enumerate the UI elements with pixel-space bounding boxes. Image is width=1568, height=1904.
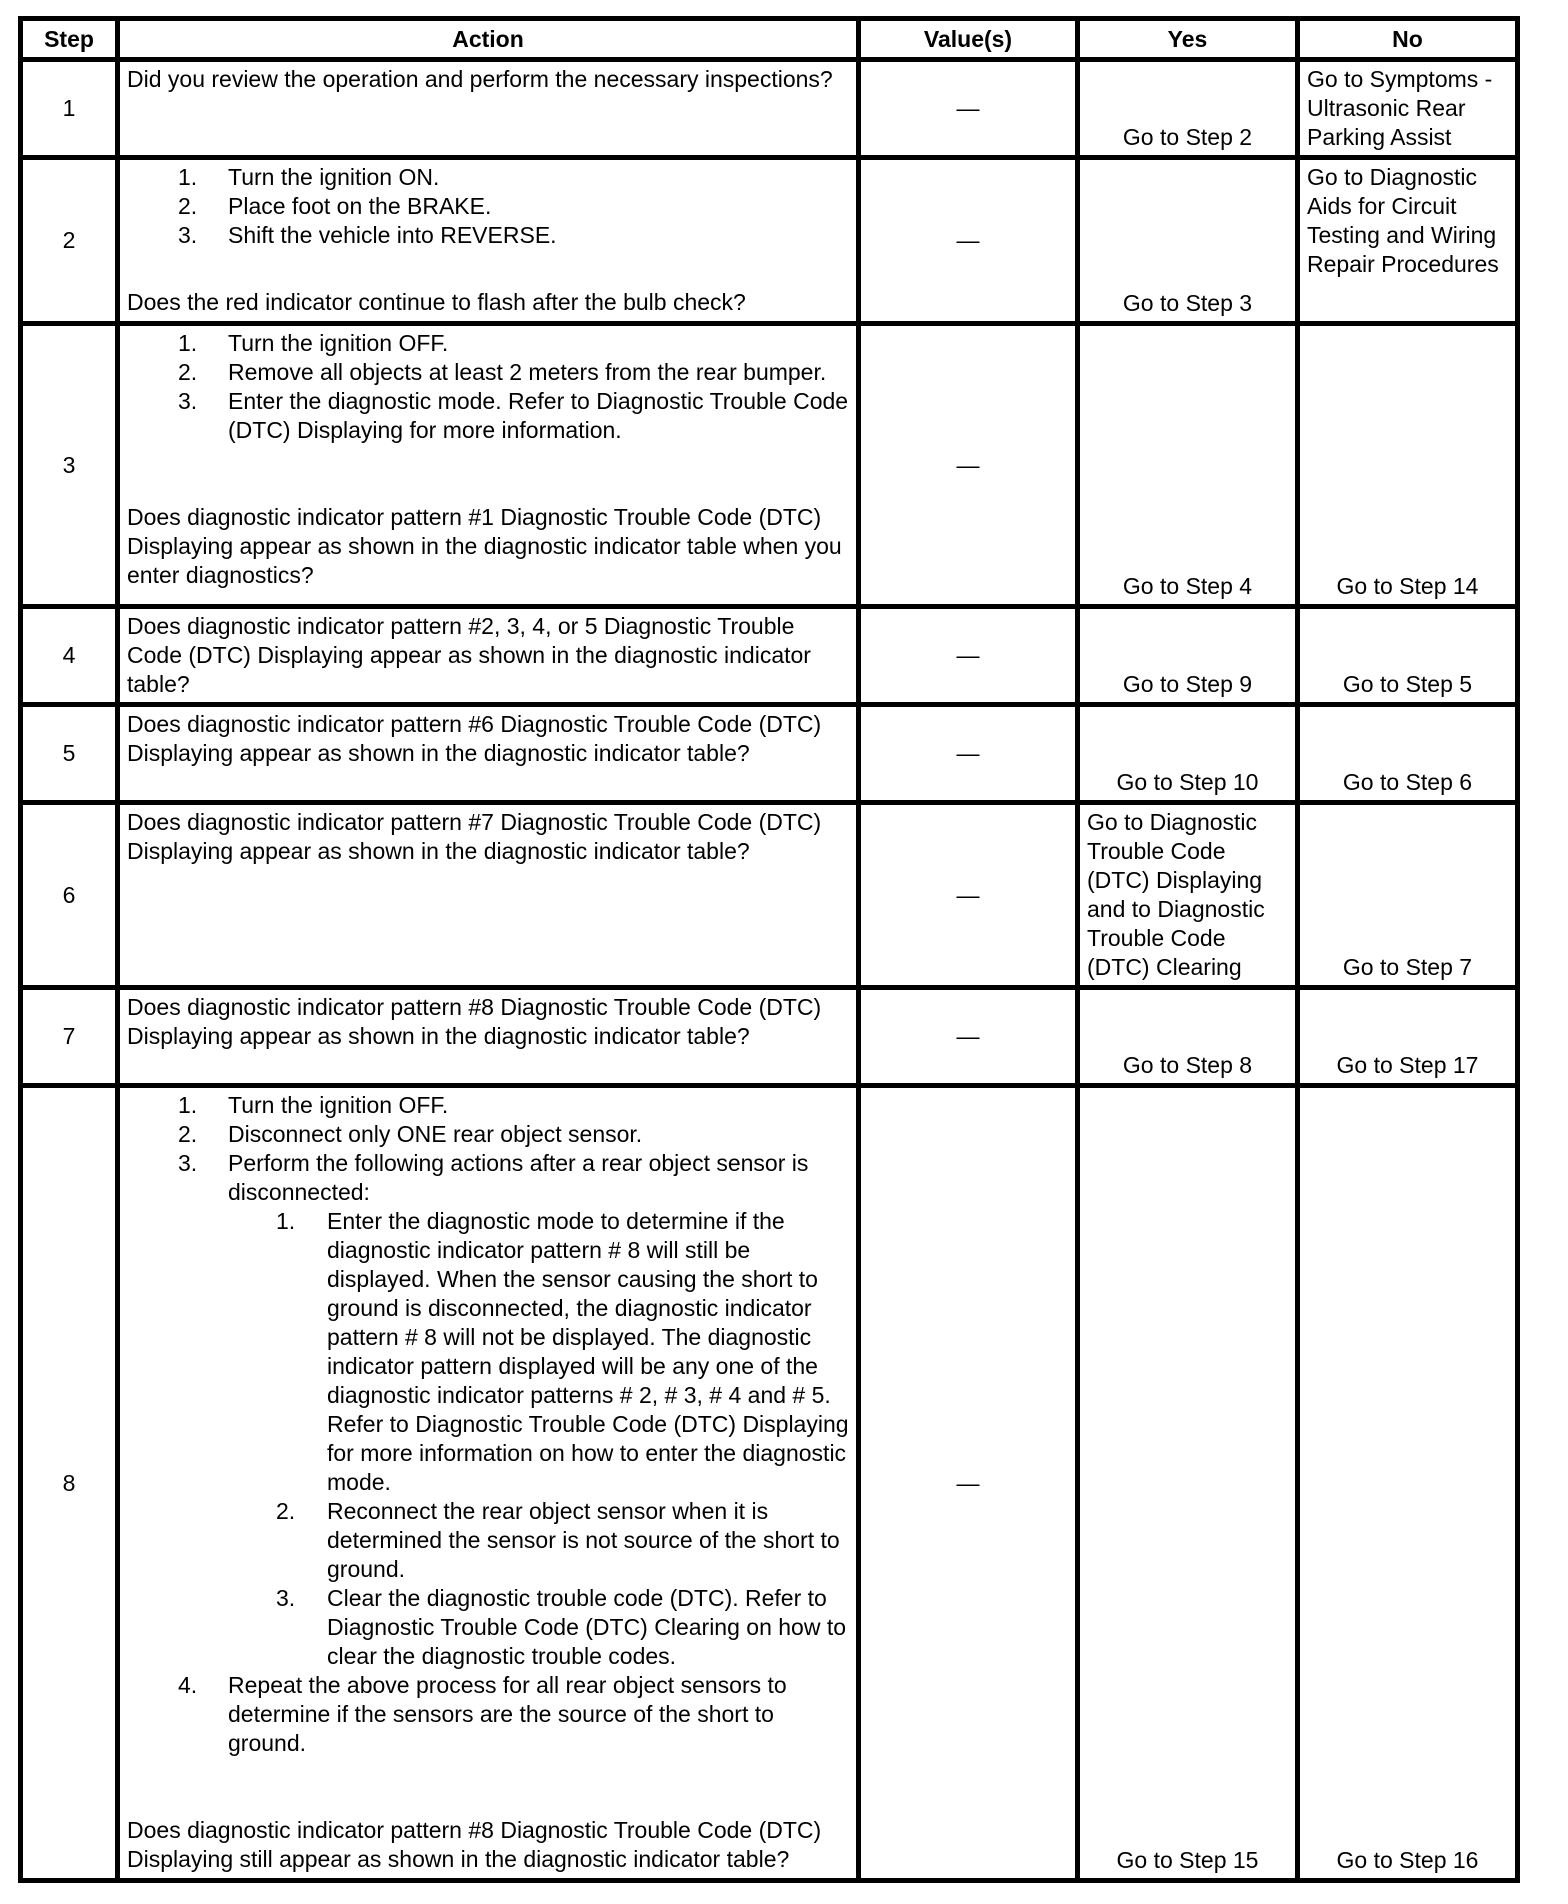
action-substep (127, 1497, 849, 1584)
table-row-step-8 (21, 1086, 1518, 1881)
action-substep (127, 1207, 849, 1497)
yes-link[interactable]: Go to Step 3 (1078, 158, 1298, 324)
action-step (127, 192, 849, 221)
value-cell: — (859, 158, 1078, 324)
value-cell: — (859, 1086, 1078, 1881)
header-action: Action (118, 19, 859, 60)
step-text: Disconnect only ONE rear object sensor. (228, 1121, 643, 1147)
substep-text: Enter the diagnostic mode to determine if the diagnostic indicator pattern # 8 will still be displayed. When the sensor causing the short to ground is disconnected, the diagnostic indicator pattern # 8 will not be displayed. The diagnostic indicator pattern displayed will be any one of the diagnostic indicator patterns # 2, # 3, # 4 and # 5. Refer to Diagnostic Trouble Code (DTC) Displaying for more information on how to enter the diagnostic mode. (327, 1208, 849, 1495)
step-index: 1. (178, 164, 198, 190)
no-link[interactable]: Go to Step 7 (1298, 803, 1518, 988)
action-cell (118, 1086, 859, 1881)
action-substep (127, 1584, 849, 1671)
header-no: No (1298, 19, 1518, 60)
header-row (21, 19, 1518, 60)
step-number: 3 (21, 324, 118, 607)
value-cell: — (859, 60, 1078, 158)
value-cell: — (859, 607, 1078, 705)
no-link[interactable]: Go to Step 14 (1298, 324, 1518, 607)
action-question: Does diagnostic indicator pattern #8 Diagnostic Trouble Code (DTC) Displaying still appear as shown in the diagnostic indicator table? (127, 1817, 822, 1872)
substep-index: 3. (276, 1585, 296, 1611)
step-number: 1 (21, 60, 118, 158)
spacer (127, 445, 849, 503)
action-question: Does diagnostic indicator pattern #2, 3, 4, or 5 Diagnostic Trouble Code (DTC) Displaying appear as shown in the diagnostic indicator table? (118, 607, 859, 705)
step-number: 7 (21, 988, 118, 1086)
step-number: 8 (21, 1086, 118, 1881)
action-cell (118, 158, 859, 324)
action-cell (118, 324, 859, 607)
table-row-step-6 (21, 803, 1518, 988)
step-number: 2 (21, 158, 118, 324)
value-cell: — (859, 988, 1078, 1086)
value-cell: — (859, 803, 1078, 988)
action-question: Does the red indicator continue to flash after the bulb check? (127, 289, 746, 315)
step-text: Place foot on the BRAKE. (228, 193, 492, 219)
step-index: 2. (178, 1121, 198, 1147)
header-step: Step (21, 19, 118, 60)
step-index: 3. (178, 222, 198, 248)
yes-link[interactable]: Go to Step 2 (1078, 60, 1298, 158)
yes-link[interactable]: Go to Step 15 (1078, 1086, 1298, 1881)
table-row-step-2 (21, 158, 1518, 324)
spacer (127, 250, 849, 288)
action-step (127, 1671, 849, 1758)
action-step (127, 163, 849, 192)
step-index: 2. (178, 359, 198, 385)
no-link[interactable]: Go to Step 6 (1298, 705, 1518, 803)
step-text: Shift the vehicle into REVERSE. (228, 222, 557, 248)
step-index: 2. (178, 193, 198, 219)
table-row-step-7 (21, 988, 1518, 1086)
substep-index: 1. (276, 1208, 296, 1234)
table-row-step-5 (21, 705, 1518, 803)
action-question: Does diagnostic indicator pattern #7 Diagnostic Trouble Code (DTC) Displaying appear as shown in the diagnostic indicator table? (118, 803, 859, 988)
yes-link[interactable]: Go to Diagnostic Trouble Code (DTC) Displaying and to Diagnostic Trouble Code (DTC) Clearing (1078, 803, 1298, 988)
action-question: Did you review the operation and perform the necessary inspections? (118, 60, 859, 158)
action-step (127, 329, 849, 358)
action-step (127, 221, 849, 250)
substep-text: Clear the diagnostic trouble code (DTC). Refer to Diagnostic Trouble Code (DTC) Clearing on how to clear the diagnostic trouble codes. (327, 1585, 847, 1669)
step-number: 5 (21, 705, 118, 803)
step-text: Turn the ignition OFF. (228, 330, 449, 356)
action-question: Does diagnostic indicator pattern #6 Diagnostic Trouble Code (DTC) Displaying appear as shown in the diagnostic indicator table? (118, 705, 859, 803)
no-link[interactable]: Go to Symptoms - Ultrasonic Rear Parking Assist (1298, 60, 1518, 158)
substep-text: Reconnect the rear object sensor when it is determined the sensor is not source of the short to ground. (327, 1498, 840, 1582)
step-number: 4 (21, 607, 118, 705)
header-values: Value(s) (859, 19, 1078, 60)
yes-link[interactable]: Go to Step 8 (1078, 988, 1298, 1086)
action-question: Does diagnostic indicator pattern #1 Diagnostic Trouble Code (DTC) Displaying appear as shown in the diagnostic indicator table when you enter diagnostics? (127, 504, 842, 588)
step-text: Remove all objects at least 2 meters from the rear bumper. (228, 359, 827, 385)
value-cell: — (859, 705, 1078, 803)
substep-index: 2. (276, 1498, 296, 1524)
step-index: 1. (178, 1092, 198, 1118)
step-text: Perform the following actions after a rear object sensor is disconnected: (228, 1150, 809, 1205)
step-text: Enter the diagnostic mode. Refer to Diagnostic Trouble Code (DTC) Displaying for more information. (228, 388, 849, 443)
step-text: Repeat the above process for all rear object sensors to determine if the sensors are the source of the short to ground. (228, 1672, 787, 1756)
action-step (127, 1149, 849, 1671)
action-step (127, 1091, 849, 1120)
no-link[interactable]: Go to Step 5 (1298, 607, 1518, 705)
action-steps (127, 1091, 849, 1758)
yes-link[interactable]: Go to Step 4 (1078, 324, 1298, 607)
step-index: 4. (178, 1672, 198, 1698)
spacer (127, 1758, 849, 1816)
table-row-step-1 (21, 60, 1518, 158)
action-question: Does diagnostic indicator pattern #8 Diagnostic Trouble Code (DTC) Displaying appear as shown in the diagnostic indicator table? (118, 988, 859, 1086)
action-step (127, 1120, 849, 1149)
action-step (127, 387, 849, 445)
no-link[interactable]: Go to Diagnostic Aids for Circuit Testing and Wiring Repair Procedures (1298, 158, 1518, 324)
action-step (127, 358, 849, 387)
table-row-step-4 (21, 607, 1518, 705)
step-text: Turn the ignition OFF. (228, 1092, 449, 1118)
step-index: 3. (178, 388, 198, 414)
diagnostic-table (18, 16, 1520, 1883)
no-link[interactable]: Go to Step 17 (1298, 988, 1518, 1086)
step-index: 3. (178, 1150, 198, 1176)
yes-link[interactable]: Go to Step 10 (1078, 705, 1298, 803)
action-steps (127, 163, 849, 250)
header-yes: Yes (1078, 19, 1298, 60)
action-substeps (228, 1207, 849, 1671)
yes-link[interactable]: Go to Step 9 (1078, 607, 1298, 705)
table-row-step-3 (21, 324, 1518, 607)
no-link[interactable]: Go to Step 16 (1298, 1086, 1518, 1881)
step-index: 1. (178, 330, 198, 356)
step-text: Turn the ignition ON. (228, 164, 440, 190)
action-steps (127, 329, 849, 445)
step-number: 6 (21, 803, 118, 988)
value-cell: — (859, 324, 1078, 607)
